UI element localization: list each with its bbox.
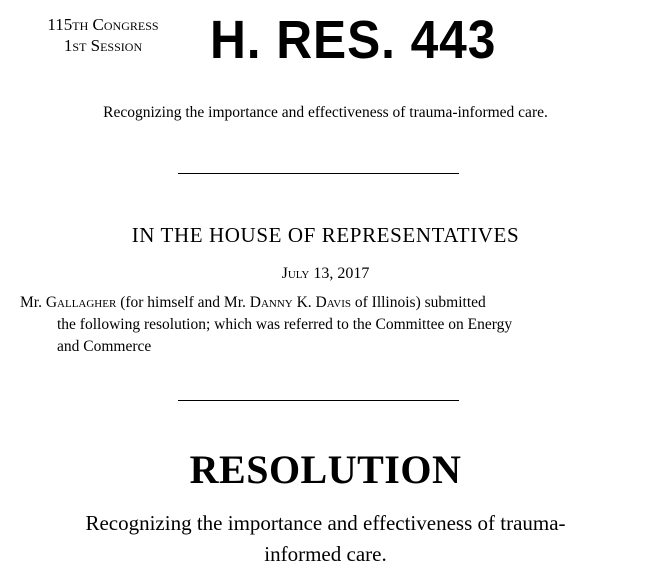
- congress-label: 115th Congress: [47, 15, 159, 34]
- short-title: Recognizing the importance and effectiveness of trauma-informed care.: [103, 104, 548, 121]
- sponsor-middle-text: (for himself and Mr.: [116, 294, 250, 311]
- sponsor-line1-rest: of Illinois) submitted: [351, 294, 486, 311]
- long-title: [0, 508, 651, 570]
- bill-number: H. RES. 443: [210, 10, 497, 70]
- divider-top: [178, 173, 459, 174]
- long-title-line1: Recognizing the importance and effectiveness of trauma-: [85, 511, 566, 535]
- cosponsor-name: Danny K. Davis: [249, 294, 351, 311]
- sponsor-statement: [20, 292, 620, 358]
- sponsor-line2: the following resolution; which was referred to the Committee on Energy: [57, 316, 513, 333]
- divider-bottom: [178, 400, 459, 401]
- sponsor-line3: and Commerce: [57, 338, 152, 355]
- resolution-heading: RESOLUTION: [189, 447, 462, 492]
- introduction-date: July 13, 2017: [281, 265, 370, 282]
- congress-session-block: [18, 14, 188, 56]
- session-label: 1st Session: [63, 36, 143, 55]
- long-title-line2: informed care.: [264, 542, 387, 566]
- sponsor-name: Gallagher: [45, 294, 117, 311]
- chamber-heading: IN THE HOUSE OF REPRESENTATIVES: [131, 223, 520, 247]
- sponsor-prefix: Mr.: [20, 294, 46, 311]
